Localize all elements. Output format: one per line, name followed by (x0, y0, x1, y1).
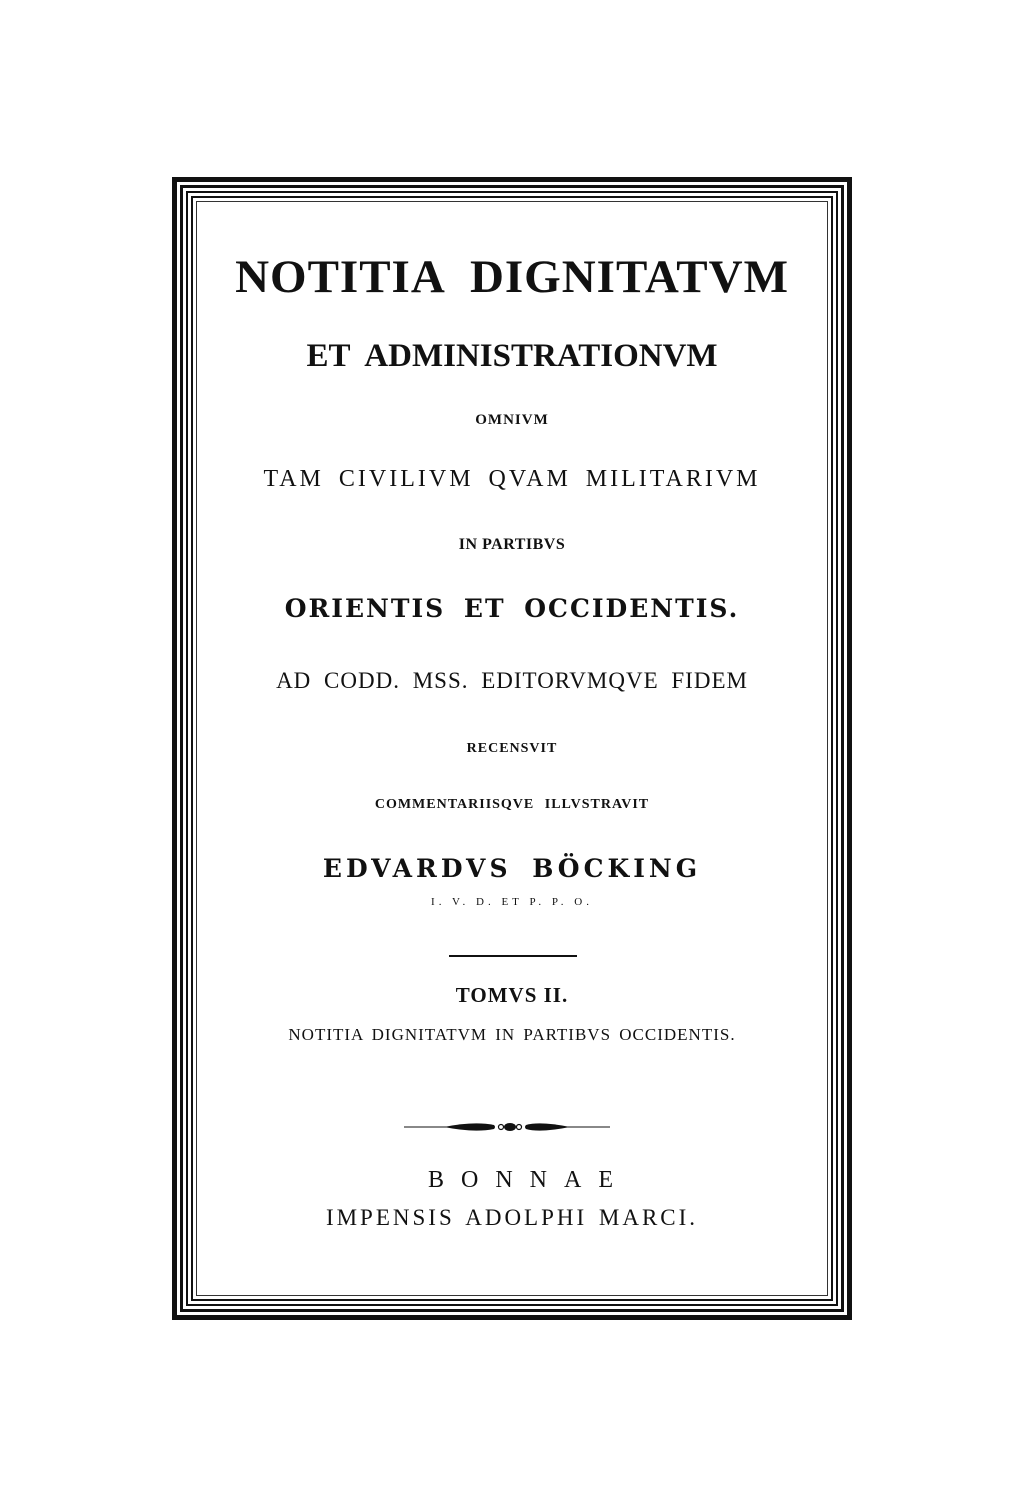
subtitle-omnium: OMNIVM (475, 412, 549, 428)
divider-rule (449, 955, 577, 957)
subtitle-orientis: ORIENTIS ET OCCIDENTIS. (284, 594, 740, 623)
book-subtitle: ET ADMINISTRATIONVM (306, 338, 718, 374)
edition-note: AD CODD. MSS. EDITORVMQVE FIDEM (276, 668, 748, 693)
subtitle-in-partibus: IN PARTIBVS (458, 536, 566, 553)
book-title: NOTITIA DIGNITATVM (235, 251, 789, 303)
place-of-publication: BONNAE (428, 1167, 630, 1193)
ornament-icon (404, 1120, 610, 1134)
volume-subtitle: NOTITIA DIGNITATVM IN PARTIBVS OCCIDENTIS. (288, 1025, 736, 1044)
publisher: IMPENSIS ADOLPHI MARCI. (325, 1205, 699, 1230)
recensuit-label: RECENSVIT (466, 741, 558, 756)
author-titles: I. V. D. ET P. P. O. (431, 896, 593, 908)
subtitle-civilium: TAM CIVILIVM QVAM MILITARIVM (263, 466, 761, 492)
commentary-label: COMMENTARIISQVE ILLVSTRAVIT (374, 797, 650, 812)
author-name: EDVARDVS BÖCKING (322, 854, 702, 883)
volume-number: TOMVS II. (455, 983, 569, 1007)
